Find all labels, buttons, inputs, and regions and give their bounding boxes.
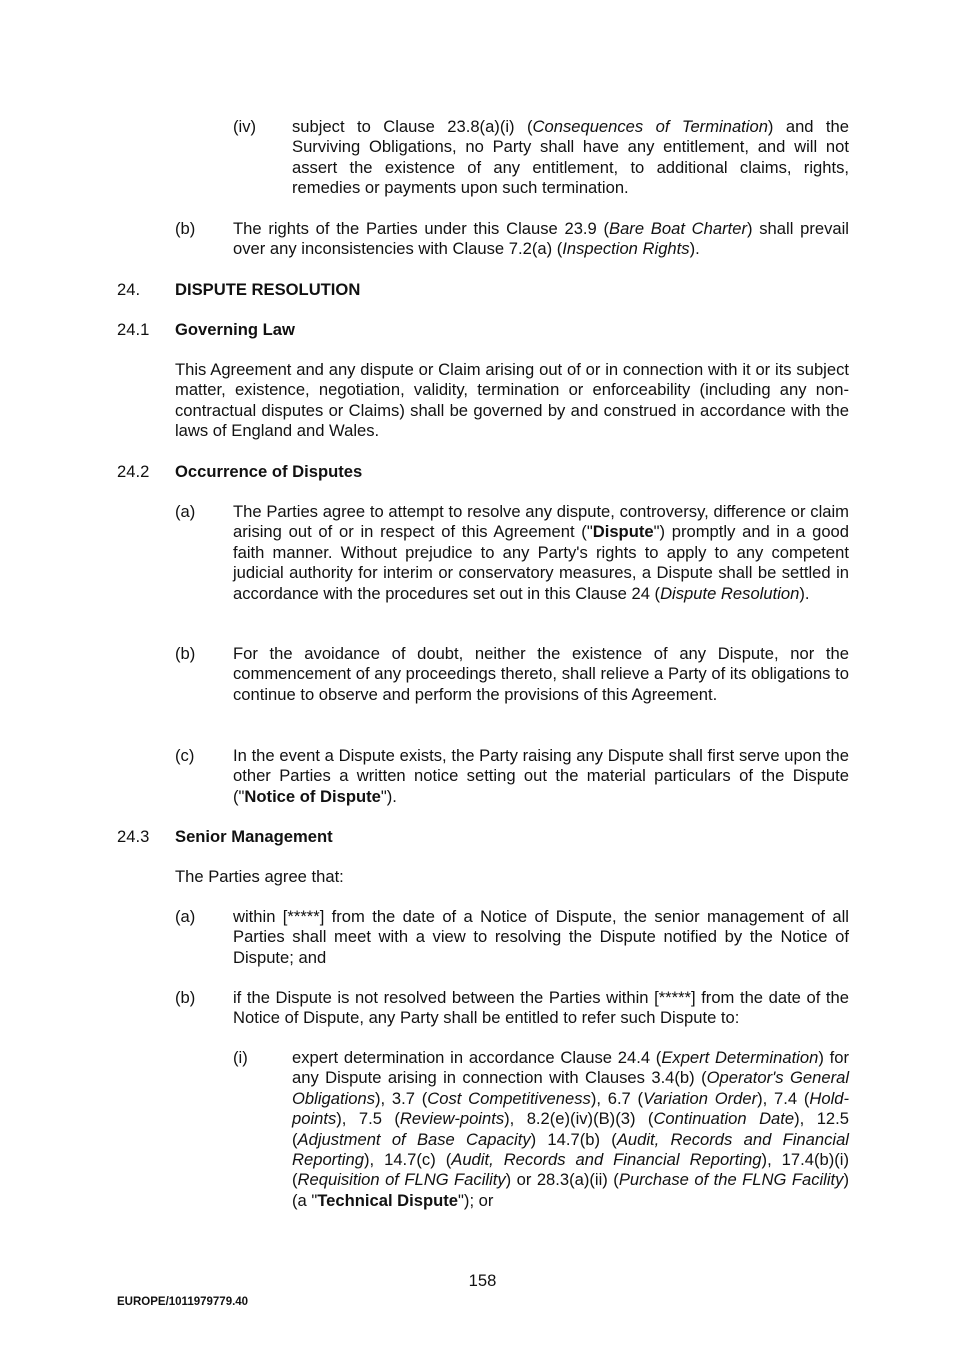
item-text: if the Dispute is not resolved between the Parties within [*****] from the date of the Notice of Dispute, any Party shall be entitled to refer such Dispute to: (233, 988, 849, 1028)
document-reference: EUROPE/1011979779.40 (117, 1296, 249, 1308)
item-text: within [*****] from the date of a Notice of Dispute, the senior management of all Parties shall meet with a view to resolving the Dispute notified by the Notice of Dispute; and (233, 907, 849, 967)
item-label: (b) (175, 988, 196, 1007)
item-text: In the event a Dispute exists, the Party raising any Dispute shall first serve upon the other Parties a written notice setting out the material particulars of the Dispute ("Notice of Dispute"). (233, 746, 849, 806)
item-text: The Parties agree to attempt to resolve any dispute, controversy, difference or claim arising out of or in respect of this Agreement ("Dispute") promptly and in a good faith manner. Without prejudice to any Party's rights to apply to any competent judicial authority for interim or conservatory measures, a Dispute shall be settled in accordance with the procedures set out in this Clause 24 (Dispute Resolution). (233, 502, 850, 603)
item-label: (a) (175, 502, 196, 521)
clause-title: Governing Law (175, 320, 295, 339)
item-label: (b) (175, 644, 196, 663)
item-text: subject to Clause 23.8(a)(i) (Consequences of Termination) and the Surviving Obligations, no Party shall have any entitlement, and will not assert the existence of any entitlement, to additional claims, rights, remedies or payments upon such termination. (292, 117, 849, 198)
item-text: The rights of the Parties under this Clause 23.9 (Bare Boat Charter) shall prevail over any inconsistencies with Clause 7.2(a) (Inspection Rights). (233, 219, 849, 259)
item-label: (a) (175, 907, 196, 926)
section-title: DISPUTE RESOLUTION (175, 280, 361, 299)
clause-number: 24.3 (117, 827, 150, 846)
page-number: 158 (468, 1271, 497, 1290)
section-number: 24. (117, 280, 141, 299)
clause-number: 24.1 (117, 320, 150, 339)
item-text: expert determination in accordance Clause 24.4 (Expert Determination) for any Dispute arising in connection with Clauses 3.4(b) (Operator's General Obligations), 3.7 (Cost Competitiveness), 6.7 (Variation Order), 7.4 (Hold-points), 7.5 (Review-points), 8.2(e)(iv)(B)(3) (Continuation Date), 12.5 (Adjustment of Base Capacity) 14.7(b) (Audit, Records and Financial Reporting), 14.7(c) (Audit, Records and Financial Reporting), 17.4(b)(i) (Requisition of FLNG Facility) or 28.3(a)(ii) (Purchase of the FLNG Facility) (a "Technical Dispute"); or (292, 1048, 850, 1210)
item-label: (c) (175, 746, 195, 765)
clause-number: 24.2 (117, 462, 150, 481)
item-label: (iv) (233, 117, 257, 136)
clause-title: Occurrence of Disputes (175, 462, 363, 481)
senior-management-intro: The Parties agree that: (175, 867, 344, 886)
item-text: For the avoidance of doubt, neither the existence of any Dispute, nor the commencement of any proceedings thereto, shall relieve a Party of its obligations to continue to observe and perform the provisions of this Agreement. (233, 644, 849, 704)
item-label: (i) (233, 1048, 248, 1067)
clause-title: Senior Management (175, 827, 333, 846)
item-label: (b) (175, 219, 196, 238)
governing-law-text: This Agreement and any dispute or Claim arising out of or in connection with it or its subject matter, existence, negotiation, validity, termination or enforceability (including any non-contractual disputes or Claims) shall be governed by and construed in accordance with the laws of England and Wales. (175, 360, 849, 441)
